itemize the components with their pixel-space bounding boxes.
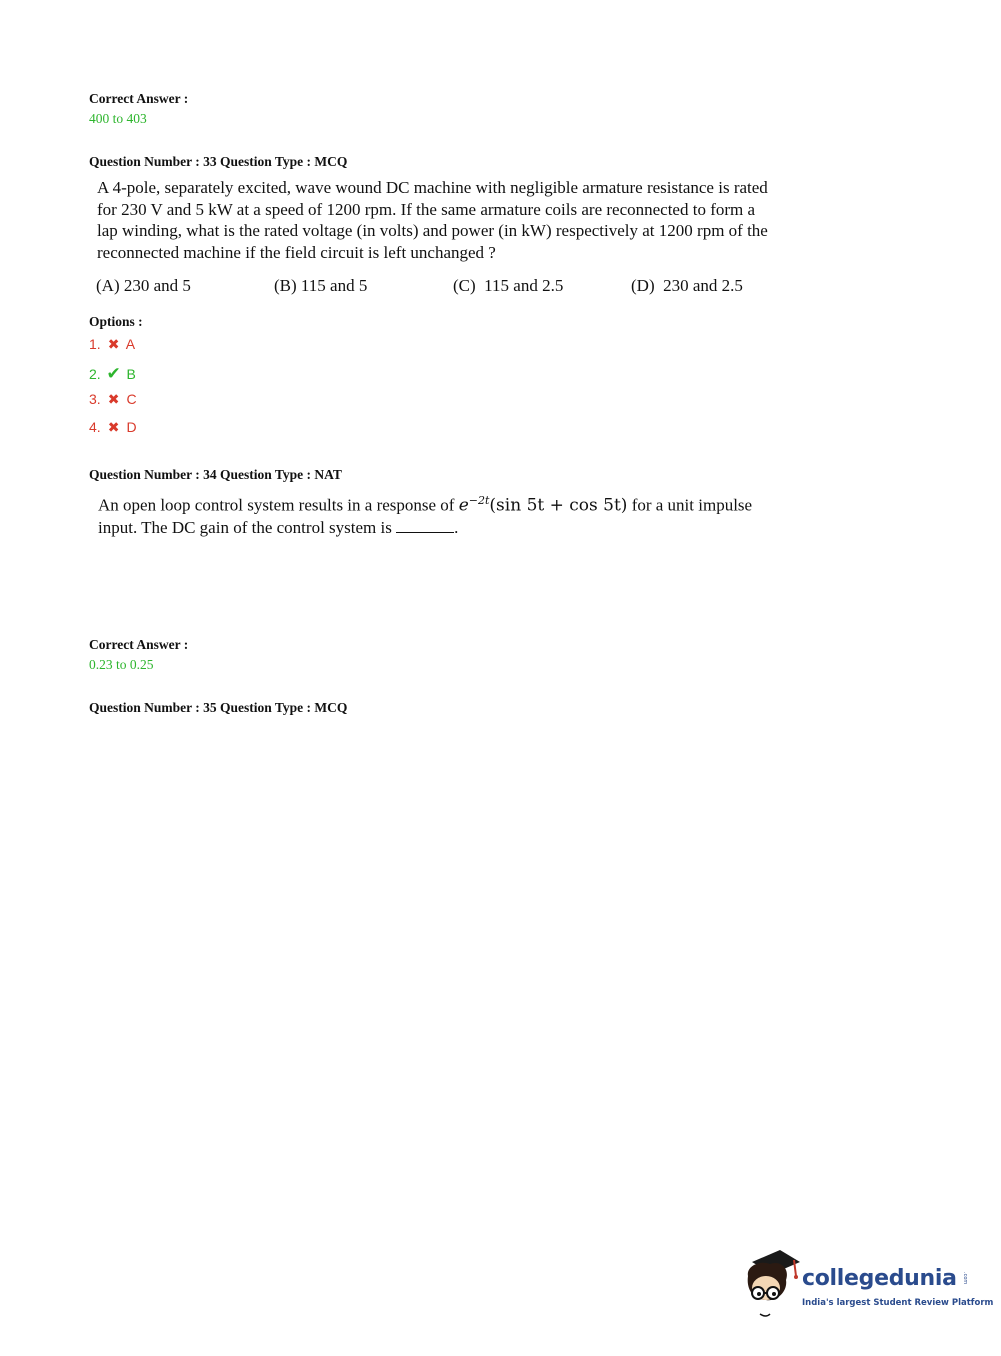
collegedunia-logo — [740, 1246, 994, 1321]
choice-b: (B) 115 and 5 — [274, 276, 368, 295]
logo-wordmark: collegedunia — [802, 1266, 957, 1291]
options-list — [89, 336, 209, 436]
correct-answer-label: Correct Answer : — [89, 91, 189, 106]
correct-answer-value: 400 to 403 — [89, 111, 147, 126]
option-item — [89, 419, 137, 436]
cross-icon: ✖ — [107, 419, 120, 435]
option-number: 2. — [89, 366, 101, 382]
option-letter: D — [126, 419, 137, 435]
option-item — [89, 364, 136, 384]
question-header: Question Number : 34 Question Type : NAT — [89, 467, 342, 482]
check-icon: ✔ — [106, 364, 121, 383]
math-exp-base: e — [458, 495, 469, 516]
logo-domain: .com — [962, 1272, 968, 1285]
choice-d: (D) 230 and 2.5 — [631, 276, 743, 295]
choice-c: (C) 115 and 2.5 — [453, 276, 564, 295]
question-text — [98, 490, 858, 539]
answer-blank — [396, 520, 454, 533]
option-letter: C — [126, 391, 137, 407]
options-label: Options : — [89, 314, 143, 329]
option-number: 3. — [89, 391, 101, 407]
question-text-line: A 4-pole, separately excited, wave wound DC machine with negligible armature resistance is rated — [97, 178, 768, 197]
math-expression: (sin 5t + cos 5t) — [489, 495, 628, 516]
question-text-line: lap winding, what is the rated voltage (in volts) and power (in kW) respectively at 1200 rpm of the — [97, 221, 768, 240]
choice-a: (A) 230 and 5 — [96, 276, 191, 295]
option-number: 4. — [89, 419, 101, 435]
option-number: 1. — [89, 336, 101, 352]
option-letter: B — [126, 366, 136, 382]
cross-icon: ✖ — [107, 391, 120, 407]
text-fragment: input. The DC gain of the control system is — [98, 518, 397, 538]
logo-tagline: India's largest Student Review Platform — [802, 1298, 994, 1308]
question-text-line: reconnected machine if the field circuit is left unchanged ? — [97, 242, 496, 262]
text-fragment: for a unit impulse — [627, 495, 753, 515]
option-letter: A — [125, 336, 136, 352]
correct-answer-value: 0.23 to 0.25 — [89, 657, 154, 672]
question-header: Question Number : 35 Question Type : MCQ — [89, 700, 348, 715]
option-item — [89, 391, 137, 408]
question-text-line: for 230 V and 5 kW at a speed of 1200 rpm. If the same armature coils are reconnected to form a — [97, 199, 756, 219]
question-header: Question Number : 33 Question Type : MCQ — [89, 154, 348, 169]
option-item — [89, 336, 135, 353]
question-text — [97, 177, 857, 263]
question-text-line — [98, 517, 858, 539]
math-exponent: −2t — [468, 494, 490, 507]
cross-icon: ✖ — [107, 336, 120, 352]
mascot-icon — [740, 1246, 802, 1318]
question-text-line — [98, 490, 858, 517]
text-fragment: An open loop control system results in a response of — [98, 495, 459, 515]
correct-answer-label: Correct Answer : — [89, 637, 189, 652]
text-fragment: . — [454, 518, 459, 538]
